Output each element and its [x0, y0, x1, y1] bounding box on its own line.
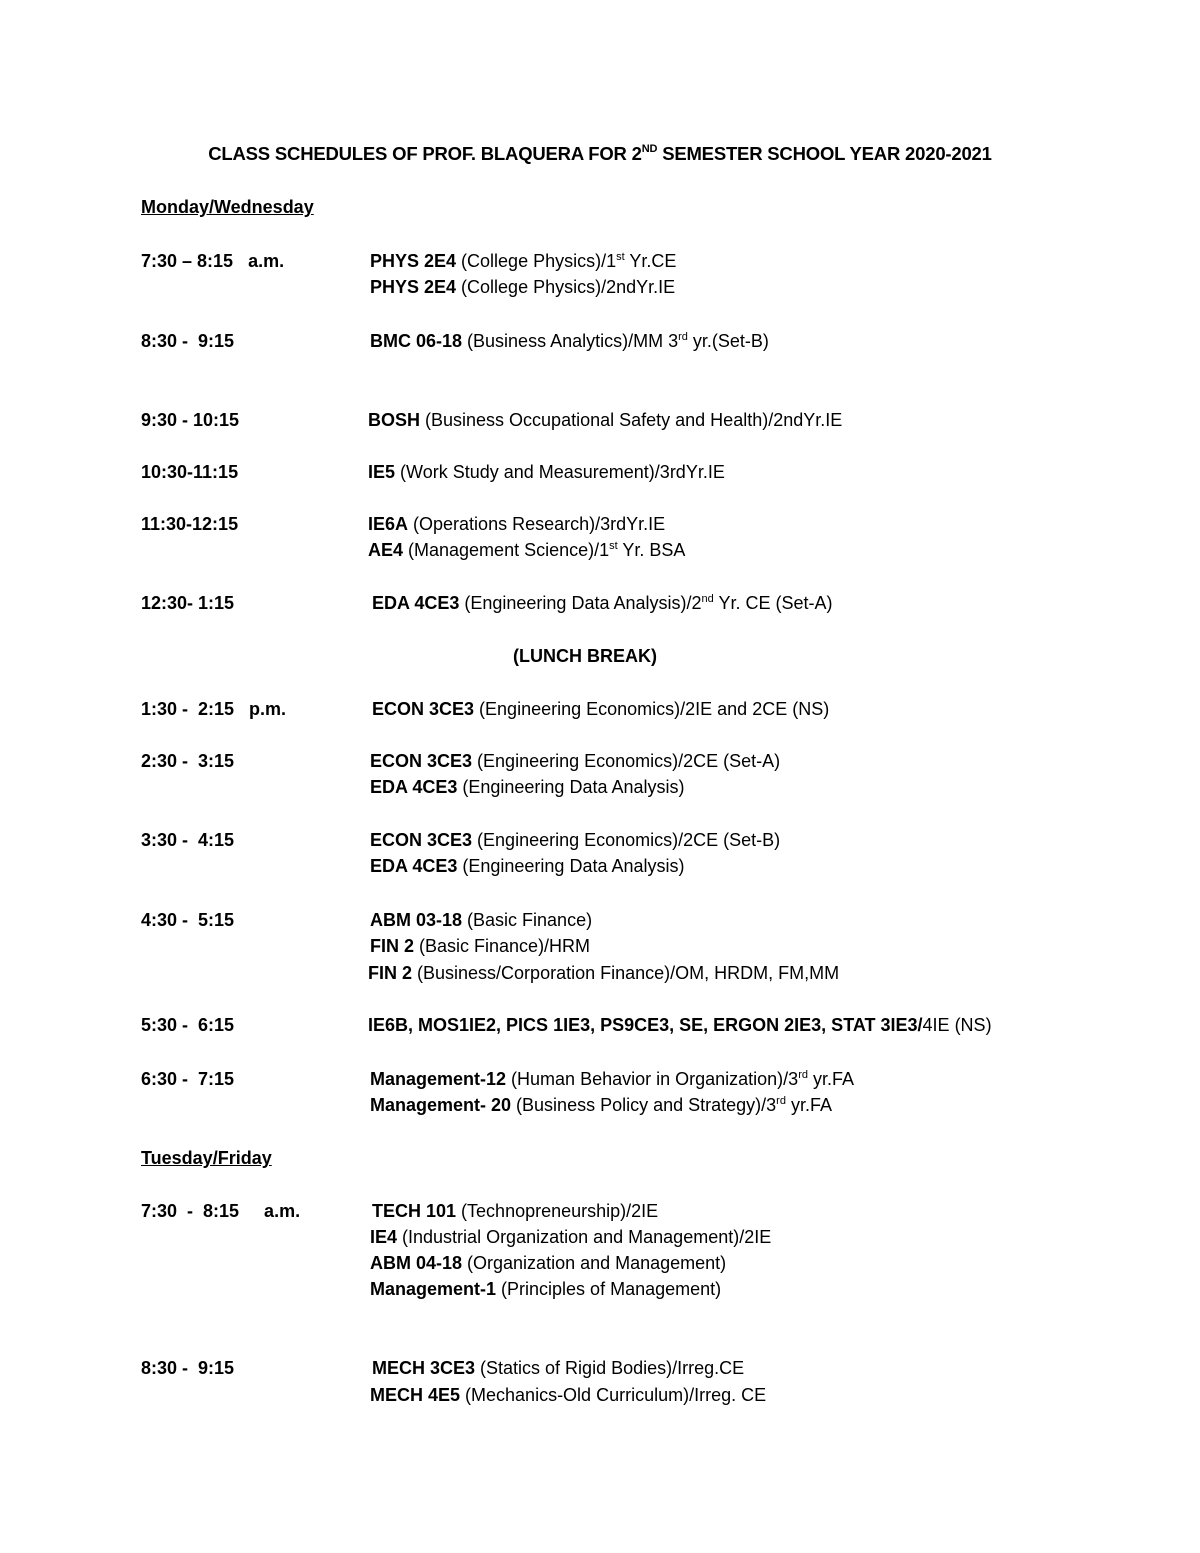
course-detail: (Business/Corporation Finance)/OM, HRDM, FM,MM: [412, 963, 840, 983]
section-heading-tuesday-friday: Tuesday/Friday: [141, 1148, 272, 1168]
time-slot: 3:30 - 4:15: [141, 830, 235, 850]
class-entry: [368, 963, 839, 984]
course-detail: (Organization and Management): [462, 1253, 727, 1273]
course-detail: (Engineering Economics)/2CE (Set-B): [472, 830, 781, 850]
course-detail: (Work Study and Measurement)/3rdYr.IE: [395, 462, 725, 482]
class-entry: [368, 514, 665, 535]
course-code: FIN 2: [370, 936, 415, 956]
course-detail: (Human Behavior in Organization)/3: [506, 1069, 799, 1089]
course-detail: (Engineering Data Analysis): [457, 777, 685, 797]
class-entry: [370, 1095, 832, 1116]
course-code: Management-12: [370, 1069, 507, 1089]
class-entry: [372, 593, 832, 614]
course-code: PHYS 2E4: [370, 277, 457, 297]
class-entry: [370, 1069, 854, 1090]
time-slot: 4:30 - 5:15: [141, 910, 235, 930]
course-code: ECON 3CE3: [370, 830, 473, 850]
time-slot: 5:30 - 6:15: [141, 1015, 235, 1035]
course-code: FIN 2: [368, 963, 413, 983]
course-detail: (Industrial Organization and Management)/2IE: [397, 1227, 772, 1247]
class-entry: [370, 277, 675, 298]
course-detail: (Operations Research)/3rdYr.IE: [408, 514, 666, 534]
course-detail: (Engineering Data Analysis)/2: [459, 593, 702, 613]
time-slot: 10:30-11:15: [141, 462, 239, 482]
course-detail: (Engineering Economics)/2CE (Set-A): [472, 751, 781, 771]
course-code: IE6B, MOS1IE2, PICS 1IE3, PS9CE3, SE, ERGON 2IE3, STAT 3IE3/: [368, 1015, 923, 1035]
title-superscript: ND: [641, 143, 658, 155]
course-detail: (Statics of Rigid Bodies)/Irreg.CE: [475, 1358, 745, 1378]
title-prefix: CLASS SCHEDULES OF PROF. BLAQUERA FOR 2: [208, 143, 642, 164]
course-detail: (Engineering Economics)/2IE and 2CE (NS): [474, 699, 830, 719]
course-detail-end: yr.(Set-B): [687, 331, 769, 351]
course-detail: 4IE (NS): [922, 1015, 992, 1035]
time-slot: 2:30 - 3:15: [141, 751, 235, 771]
class-entry: [370, 1227, 771, 1248]
course-code: TECH 101: [372, 1201, 457, 1221]
course-detail-end: yr.FA: [785, 1095, 832, 1115]
course-detail-end: Yr.CE: [624, 251, 677, 271]
class-entry: [372, 699, 829, 720]
class-entry: [368, 410, 842, 431]
ordinal-suffix: rd: [776, 1095, 786, 1107]
course-detail: (Management Science)/1: [403, 540, 610, 560]
time-slot: 9:30 - 10:15: [141, 410, 240, 430]
lunch-break-label: (LUNCH BREAK): [513, 646, 657, 666]
course-code: ECON 3CE3: [372, 699, 475, 719]
course-code: PHYS 2E4: [370, 251, 457, 271]
class-entry: [368, 462, 725, 483]
ordinal-suffix: st: [616, 251, 625, 263]
course-detail: (Mechanics-Old Curriculum)/Irreg. CE: [460, 1385, 767, 1405]
course-code: Management-1: [370, 1279, 497, 1299]
course-code: EDA 4CE3: [370, 777, 458, 797]
class-entry: [370, 251, 676, 272]
course-code: BMC 06-18: [370, 331, 463, 351]
course-detail-end: Yr. CE (Set-A): [713, 593, 833, 613]
class-entry: [370, 1253, 726, 1274]
course-code: EDA 4CE3: [372, 593, 460, 613]
course-detail: (Basic Finance): [462, 910, 593, 930]
time-slot: 7:30 - 8:15 a.m.: [141, 1201, 301, 1221]
page-title: [0, 143, 1200, 165]
time-slot: 7:30 – 8:15 a.m.: [141, 251, 285, 271]
class-entry: [368, 540, 685, 561]
class-entry: [370, 830, 780, 851]
time-slot: 8:30 - 9:15: [141, 1358, 235, 1378]
course-code: IE6A: [368, 514, 409, 534]
course-code: AE4: [368, 540, 404, 560]
course-detail-end: yr.FA: [807, 1069, 854, 1089]
time-slot: 1:30 - 2:15 p.m.: [141, 699, 287, 719]
class-entry: [370, 331, 769, 352]
course-code: EDA 4CE3: [370, 856, 458, 876]
course-detail: (Basic Finance)/HRM: [414, 936, 591, 956]
course-code: Management- 20: [370, 1095, 512, 1115]
course-detail-end: Yr. BSA: [617, 540, 686, 560]
course-detail: (Business Analytics)/MM 3: [462, 331, 679, 351]
course-code: MECH 3CE3: [372, 1358, 476, 1378]
ordinal-suffix: rd: [678, 331, 688, 343]
ordinal-suffix: rd: [798, 1069, 808, 1081]
time-slot: 11:30-12:15: [141, 514, 239, 534]
course-detail: (College Physics)/2ndYr.IE: [456, 277, 676, 297]
section-heading-monday-wednesday: Monday/Wednesday: [141, 197, 314, 217]
course-detail: (Principles of Management): [496, 1279, 722, 1299]
course-code: ECON 3CE3: [370, 751, 473, 771]
class-entry: [370, 1279, 721, 1300]
course-code: MECH 4E5: [370, 1385, 461, 1405]
time-slot: 12:30- 1:15: [141, 593, 235, 613]
class-entry: [370, 751, 780, 772]
course-detail: (Business Policy and Strategy)/3: [511, 1095, 777, 1115]
course-code: ABM 04-18: [370, 1253, 463, 1273]
time-slot: 6:30 - 7:15: [141, 1069, 235, 1089]
course-code: IE5: [368, 462, 396, 482]
course-detail: (Technopreneurship)/2IE: [456, 1201, 659, 1221]
time-slot: 8:30 - 9:15: [141, 331, 235, 351]
class-entry: [372, 1201, 658, 1222]
course-code: BOSH: [368, 410, 421, 430]
title-suffix: SEMESTER SCHOOL YEAR 2020-2021: [657, 143, 992, 164]
class-entry: [370, 936, 590, 957]
class-entry: [370, 910, 592, 931]
course-code: IE4: [370, 1227, 398, 1247]
class-entry: [372, 1358, 744, 1379]
class-entry: [368, 1015, 992, 1036]
course-detail: (College Physics)/1: [456, 251, 617, 271]
ordinal-suffix: st: [609, 540, 618, 552]
course-code: ABM 03-18: [370, 910, 463, 930]
course-detail: (Engineering Data Analysis): [457, 856, 685, 876]
class-entry: [370, 777, 685, 798]
ordinal-suffix: nd: [701, 593, 714, 605]
course-detail: (Business Occupational Safety and Health)/2ndYr.IE: [420, 410, 843, 430]
class-entry: [370, 1385, 766, 1406]
class-entry: [370, 856, 685, 877]
